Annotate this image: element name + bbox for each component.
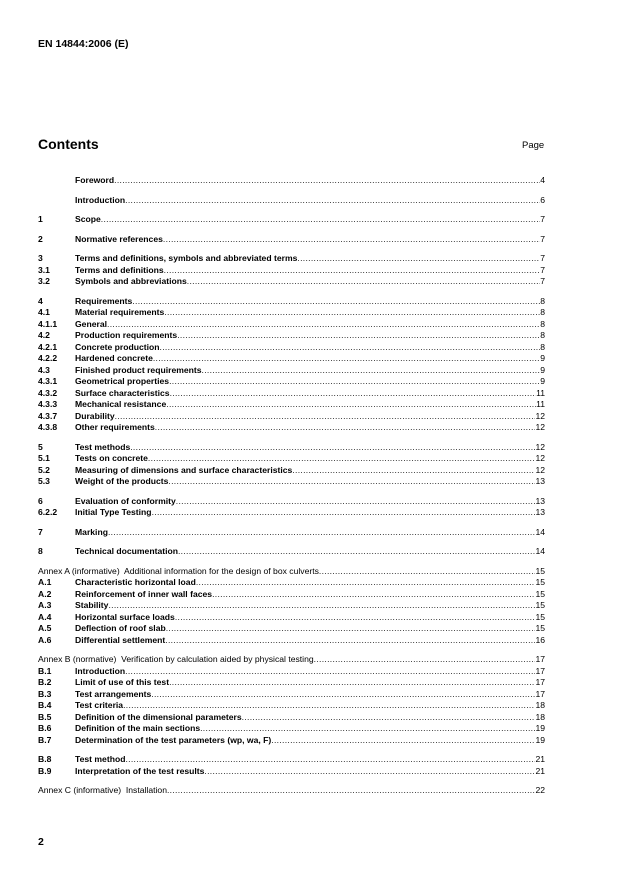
toc-entry-number: 6 [38,495,43,506]
toc-annex-label: Annex C (informative) [38,785,122,795]
toc-leader-dots [166,399,536,411]
toc-leader-dots [202,365,541,377]
toc-entry[interactable] [38,234,545,246]
toc-entry[interactable] [38,476,545,488]
toc-page-number: 11 [536,399,545,409]
toc-entry[interactable] [38,422,545,434]
toc-entry[interactable] [38,411,545,423]
toc-entry-title: Verification by calculation aided by physical testing [121,654,314,664]
toc-entry[interactable] [38,465,545,477]
toc-entry[interactable] [38,214,545,226]
toc-entry-number: 4.3.2 [38,387,58,398]
toc-leader-dots [108,600,535,612]
toc-entry[interactable] [38,507,545,519]
toc-page-number: 22 [535,785,545,795]
toc-entry[interactable] [38,735,545,747]
toc-page-number: 17 [535,665,545,676]
toc-entry-number: 3 [38,253,43,263]
toc-entry-title: Horizontal surface loads [75,611,175,622]
toc-entry[interactable] [38,307,545,319]
toc-entry-title: Requirements [75,295,133,306]
toc-leader-dots [151,689,535,701]
toc-leader-dots [152,507,536,519]
toc-page-number: 11 [536,387,545,398]
toc-entry[interactable] [38,342,545,354]
toc-page-number: 15 [535,565,545,576]
toc-page-number: 17 [535,688,545,699]
toc-entry-title: Measuring of dimensions and surface characteristics [75,464,293,475]
toc-entry[interactable] [38,265,545,277]
toc-page-number: 12 [535,464,545,475]
toc-page-number: 7 [540,276,545,286]
toc-page-number: 8 [540,307,545,317]
toc-entry[interactable] [38,496,545,508]
toc-entry-title: Concrete production [75,341,160,352]
toc-entry[interactable] [38,399,545,411]
toc-entry-number: 5.3 [38,476,50,486]
toc-entry-title: Initial Type Testing [75,507,152,517]
toc-entry-title: Durability [75,410,115,421]
toc-entry[interactable] [38,754,545,766]
toc-entry-title: Limit of use of this test [75,677,170,687]
toc-entry-number: 3.2 [38,276,50,286]
toc-page-number: 9 [540,376,545,386]
toc-entry-title: Technical documentation [75,546,178,556]
toc-entry[interactable] [38,612,545,624]
toc-entry-title: Hardened concrete [75,353,153,363]
document-header: EN 14844:2006 (E) [38,38,129,50]
toc-page-number: 7 [540,233,545,244]
toc-page-number: 14 [535,546,545,556]
toc-entry-title: Production requirements [75,330,178,340]
toc-leader-dots [125,666,535,678]
toc-entry-title: Other requirements [75,422,155,432]
toc-page-number: 15 [535,600,545,610]
toc-entry-title: Test methods [75,441,131,452]
toc-entry-number: 4.3 [38,364,50,375]
toc-entry-title: Additional information for the design of box culverts [124,565,319,576]
toc-entry-number: 4.2 [38,330,50,340]
toc-entry-title: Normative references [75,233,163,244]
toc-leader-dots [115,411,536,423]
toc-leader-dots [196,577,536,589]
toc-entry-title: Differential settlement [75,634,166,645]
toc-leader-dots [155,422,536,434]
toc-entry-title: Test arrangements [75,688,152,699]
toc-entry-number: A.4 [38,611,52,622]
toc-page-number: 12 [535,410,545,421]
toc-leader-dots [163,234,540,246]
toc-entry-number: 4 [38,295,43,306]
toc-page-number: 7 [540,253,545,263]
toc-entry-number: 5.1 [38,453,50,463]
toc-page-number: 19 [535,723,545,733]
toc-page-number: 7 [540,264,545,275]
toc-page-number: 13 [535,476,545,486]
toc-entry-number: 4.3.1 [38,376,58,386]
toc-entry-number: B.2 [38,677,52,687]
toc-entry[interactable] [38,353,545,365]
toc-entry-title: Introduction [75,665,126,676]
toc-entry-number: 1 [38,214,43,224]
toc-annex-label: Annex B (normative) [38,654,117,664]
page-column-label: Page [522,140,545,151]
toc-entry-number: 5 [38,441,43,452]
toc-entry[interactable] [38,635,545,647]
toc-leader-dots [169,376,540,388]
toc-entry-number: 4.3.7 [38,410,58,421]
toc-entry[interactable] [38,785,545,797]
toc-leader-dots [160,342,541,354]
toc-page-number: 6 [540,194,545,205]
toc-entry-title: Geometrical properties [75,376,170,386]
toc-page-number: 13 [535,495,545,506]
table-of-contents [38,175,545,797]
toc-leader-dots [165,635,535,647]
toc-entry-title: Definition of the main sections [75,723,201,733]
toc-entry-number: 4.3.3 [38,399,58,409]
toc-entry-number: 6.2.2 [38,507,58,517]
toc-page-number: 15 [535,623,545,633]
toc-leader-dots [130,442,535,454]
toc-leader-dots [187,276,540,288]
toc-page-number: 16 [535,634,545,645]
toc-leader-dots [176,496,536,508]
toc-entry-number: A.3 [38,600,52,610]
toc-page-number: 12 [535,453,545,463]
toc-entry-title: General [75,318,108,329]
toc-leader-dots [178,546,535,558]
toc-entry[interactable] [38,689,545,701]
toc-entry-title: Terms and definitions, symbols and abbreviated terms [75,253,298,263]
toc-page-number: 12 [535,441,545,452]
toc-entry[interactable] [38,376,545,388]
toc-entry[interactable] [38,330,545,342]
toc-entry[interactable] [38,700,545,712]
toc-page-number: 7 [540,214,545,224]
toc-entry-number: A.6 [38,634,52,645]
toc-entry[interactable] [38,600,545,612]
toc-entry-title: Scope [75,214,101,224]
toc-entry[interactable] [38,666,545,678]
toc-entry[interactable] [38,723,545,735]
toc-entry[interactable] [38,546,545,558]
toc-entry-number: B.4 [38,700,52,710]
toc-entry[interactable] [38,654,545,666]
toc-entry[interactable] [38,276,545,288]
toc-leader-dots [125,195,540,207]
toc-page-number: 14 [535,526,545,537]
toc-leader-dots [101,214,540,226]
toc-entry-number: B.1 [38,665,52,676]
toc-leader-dots [297,253,540,265]
toc-entry[interactable] [38,527,545,539]
toc-entry-title: Surface characteristics [75,387,170,398]
toc-page-number: 8 [540,330,545,340]
toc-leader-dots [107,319,540,331]
toc-entry-title: Determination of the test parameters (wp, wa, F) [75,734,272,745]
toc-entry[interactable] [38,175,545,187]
toc-page-number: 9 [540,353,545,363]
toc-entry[interactable] [38,677,545,689]
toc-page-number: 17 [535,677,545,687]
toc-leader-dots [166,623,536,635]
toc-page-number: 21 [535,765,545,776]
toc-leader-dots [132,296,540,308]
toc-entry-number: B.7 [38,734,52,745]
toc-leader-dots [108,527,535,539]
toc-entry-number: 3.1 [38,264,50,275]
toc-leader-dots [148,453,536,465]
toc-entry-title: Characteristic horizontal load [75,577,196,587]
toc-page-number: 13 [535,507,545,517]
toc-page-number: 4 [540,175,545,185]
toc-entry[interactable] [38,365,545,377]
toc-leader-dots [177,330,540,342]
toc-entry-number: B.9 [38,765,52,776]
toc-entry-number: B.3 [38,688,52,699]
toc-entry-number: 4.1.1 [38,318,58,329]
toc-entry-title: Reinforcement of inner wall faces [75,588,213,599]
toc-entry[interactable] [38,296,545,308]
toc-entry-number: 7 [38,526,43,537]
toc-page-number: 19 [535,734,545,745]
toc-entry-title: Mechanical resistance [75,399,167,409]
toc-entry-number: 4.3.8 [38,422,58,432]
toc-entry-number: 8 [38,546,43,556]
toc-entry[interactable] [38,319,545,331]
toc-leader-dots [169,677,535,689]
toc-entry-number: 2 [38,233,43,244]
toc-entry-title: Definition of the dimensional parameters [75,711,242,722]
toc-leader-dots [204,766,535,778]
toc-page-number: 21 [535,754,545,764]
toc-leader-dots [167,785,535,797]
page-number: 2 [38,836,44,848]
toc-leader-dots [212,589,535,601]
toc-annex-label: Annex A (informative) [38,565,120,576]
toc-page-number: 15 [535,611,545,622]
toc-entry-title: Introduction [75,194,126,205]
toc-leader-dots [271,735,535,747]
toc-leader-dots [314,654,536,666]
toc-page-number: 18 [535,711,545,722]
toc-entry-title: Finished product requirements [75,364,202,375]
toc-leader-dots [242,712,536,724]
toc-entry[interactable] [38,453,545,465]
toc-entry-title: Stability [75,600,109,610]
toc-entry-title: Marking [75,526,108,537]
toc-page-number: 15 [535,577,545,587]
toc-page-number: 12 [535,422,545,432]
toc-entry[interactable] [38,566,545,578]
toc-entry-title: Test criteria [75,700,124,710]
toc-leader-dots [125,754,535,766]
toc-entry[interactable] [38,623,545,635]
toc-entry[interactable] [38,766,545,778]
toc-entry-title: Interpretation of the test results [75,765,205,776]
toc-page-number: 8 [540,341,545,352]
toc-entry-number: B.6 [38,723,52,733]
toc-entry-text [38,785,167,797]
toc-leader-dots [114,175,540,187]
toc-entry-title: Symbols and abbreviations [75,276,187,286]
toc-entry[interactable] [38,589,545,601]
toc-entry[interactable] [38,442,545,454]
toc-page-number: 18 [535,700,545,710]
toc-leader-dots [164,265,541,277]
toc-entry-number: A.2 [38,588,52,599]
toc-page-number: 8 [540,318,545,329]
toc-entry-title: Material requirements [75,307,165,317]
toc-entry-title: Evaluation of conformity [75,495,176,506]
toc-entry-title: Test method [75,754,126,764]
toc-leader-dots [153,353,540,365]
toc-entry-number: A.5 [38,623,52,633]
toc-leader-dots [200,723,535,735]
toc-entry-title: Foreword [75,175,115,185]
toc-entry-number: 5.2 [38,464,50,475]
toc-leader-dots [170,388,536,400]
toc-entry-text [38,654,314,666]
toc-entry-number: B.8 [38,754,52,764]
toc-entry-title: Installation [125,785,167,795]
toc-entry[interactable] [38,253,545,265]
toc-leader-dots [123,700,535,712]
toc-entry-title: Terms and definitions [75,264,164,275]
toc-entry-number: 4.2.1 [38,341,58,352]
page-title: Contents [38,136,99,152]
toc-entry[interactable] [38,712,545,724]
toc-entry[interactable] [38,195,545,207]
toc-page-number: 17 [535,654,545,664]
toc-leader-dots [164,307,540,319]
toc-page-number: 8 [540,295,545,306]
toc-leader-dots [319,566,536,578]
toc-entry-title: Tests on concrete [75,453,148,463]
toc-leader-dots [175,612,536,624]
toc-entry[interactable] [38,577,545,589]
toc-entry-title: Deflection of roof slab [75,623,166,633]
toc-entry-number: 4.2.2 [38,353,58,363]
toc-entry-number: 4.1 [38,307,50,317]
toc-entry-title: Weight of the products [75,476,169,486]
toc-page-number: 15 [535,588,545,599]
toc-leader-dots [168,476,535,488]
toc-entry-text [38,566,319,578]
toc-entry[interactable] [38,388,545,400]
toc-entry-number: B.5 [38,711,52,722]
toc-entry-number: A.1 [38,577,52,587]
toc-leader-dots [292,465,535,477]
toc-page-number: 9 [540,364,545,375]
